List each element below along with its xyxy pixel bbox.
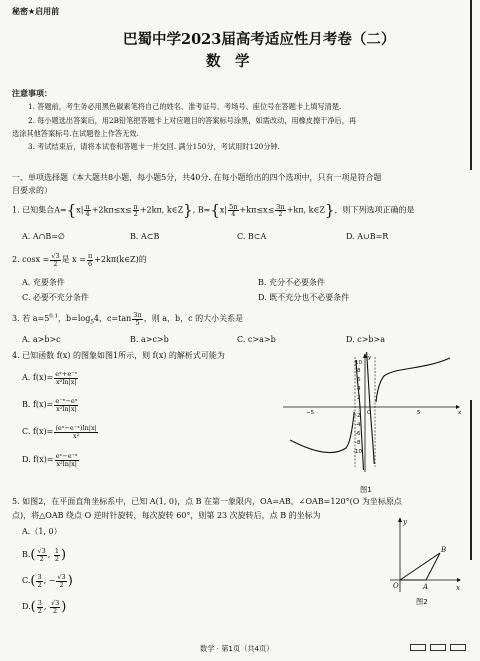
q2-option-d: D. 既不充分也不必要条件: [258, 293, 350, 302]
subject-title: 数 学: [206, 53, 250, 70]
origin-label: O: [393, 582, 399, 590]
curve-center-right: [367, 352, 375, 464]
q3-option-d: D. c>b>a: [346, 335, 385, 344]
section-heading: 一、单项选择题（本大题共8小题，每小题5分，共40分. 在每小题给出的四个选项中，只有一项是符合题: [12, 173, 382, 182]
x-axis-arrow: [457, 578, 461, 582]
q1-option-d: D. A∪B=R: [346, 232, 389, 241]
notice-item-2-cont: 选涂其他答案标号.在试题卷上作答无效.: [12, 129, 139, 138]
y-axis-arrow: [398, 517, 402, 522]
figure-1-caption: 图1: [360, 485, 372, 494]
x-tick-5: 5: [417, 410, 421, 416]
x-axis-arrow: [456, 405, 460, 409]
footer-mark-2: [430, 644, 446, 651]
binding-bar-bottom: [470, 400, 472, 560]
point-A-label: A: [423, 583, 429, 591]
secret-label: 秘密★启用前: [12, 7, 60, 16]
y-tick-6: 6: [357, 377, 361, 383]
notice-item-2: 2. 每小题选出答案后，用2B铅笔把答题卡上对应题目的答案标号涂黑，如需改动，用橡皮擦干净后，再: [28, 116, 357, 125]
y-tick-neg4: -4: [355, 422, 361, 428]
figure-1-graph: [278, 352, 463, 477]
q5-option-a: A.（1, 0）: [22, 527, 62, 536]
q5-option-d: D.( $\frac{3}{2}$ , $\frac{√3}{2}$ ): [22, 599, 67, 615]
figure-2-diagram: [388, 516, 463, 596]
q3-option-a: A. a>b>c: [22, 335, 61, 344]
q2-option-c: C. 必要不充分条件: [22, 293, 89, 302]
q3-option-b: B. a>c>b: [130, 335, 169, 344]
binding-bar-top: [470, 0, 472, 170]
q4-option-a: A. f(x)= $\frac{\text{eˣ+e⁻ˣ}}{\text{x²ln|x|}}$: [22, 370, 78, 386]
question-2-stem: 2. cosx = $\frac{√3}{2}$ 是 x = $\frac{\pi}{6}$ +2kπ(k∈Z)的: [12, 252, 147, 268]
question-4-stem: 4. 已知函数 f(x) 的图象如图1所示，则 f(x) 的解析式可能为: [12, 351, 225, 360]
y-tick-2: 2: [357, 395, 361, 401]
curve-left-lower: [290, 412, 354, 453]
y-tick-4: 4: [357, 386, 361, 392]
q4-option-d: D. f(x)= $\frac{\text{eˣ−e⁻ˣ}}{\text{x²ln|x|}}$: [22, 452, 78, 468]
segment-AB: [426, 553, 440, 580]
question-5-stem: 5. 如图2，在平面直角坐标系中，已知 A(1, 0)，点 B 在第一象限内，OA=AB，∠OAB=120°(O 为坐标原点: [12, 497, 402, 506]
question-3-stem: 3. 若 $a=5^{0.1}$，$b=\log_54$，c=tan $\frac{3\pi}{5}$ ，则 a，b，c 的大小关系是: [12, 311, 244, 327]
q3-option-c: C. c>a>b: [237, 335, 276, 344]
page-footer: 数学 · 第1页（共4页）: [200, 644, 274, 653]
question-5-stem-cont: 点)，将△OAB 绕点 O 逆时针旋转，每次旋转 60°，则第 23 次旋转后，点 B 的坐标为: [12, 511, 321, 520]
q1-option-b: B. A⊂B: [130, 232, 160, 241]
q4-option-c: C. f(x)= $\frac{\text{(eˣ−e⁻ˣ)ln|x|}}{\text{x²}}$: [22, 424, 97, 440]
q2-option-a: A. 充要条件: [22, 278, 65, 287]
figure-2-caption: 图2: [416, 597, 428, 606]
y-tick-neg6: -6: [355, 431, 361, 437]
y-axis-label: y: [368, 355, 372, 361]
footer-mark-1: [410, 644, 426, 651]
exam-title: 巴蜀中学2023届高考适应性月考卷（二）: [123, 31, 396, 48]
y-tick-neg10: -10: [353, 449, 362, 455]
y-tick-10: 10: [355, 360, 362, 366]
point-B-label: B: [441, 546, 447, 554]
q5-option-c: C.( $\frac{3}{2}$ , − $\frac{√3}{2}$ ): [22, 573, 73, 589]
question-1-stem: 1. 已知集合A={x| $\frac{\pi}{4}$ +2kπ≤x≤ $\frac{\pi}{2}$ +2kπ, k∈Z}, B={x| $\frac{5\pi}{4}$ +kπ≤x≤ $\frac{3\pi}{2}$ +kπ, k∈Z}，则下列选项正确的是: [12, 201, 415, 219]
y-tick-neg8: -8: [355, 440, 361, 446]
origin-label: O: [367, 410, 372, 416]
notice-item-3: 3. 考试结束后，请将本试卷和答题卡一并交回. 满分150分，考试用时120分钟.: [28, 142, 280, 151]
q2-option-b: B. 充分不必要条件: [258, 278, 325, 287]
q4-option-b: B. f(x)= $\frac{\text{e⁻ˣ−eˣ}}{\text{x²ln|x|}}$: [22, 397, 78, 413]
curve-right-upper: [376, 358, 450, 402]
q1-option-a: A. A∩B=∅: [22, 232, 65, 241]
y-tick-8: 8: [357, 368, 361, 374]
y-axis-label: y: [403, 518, 407, 526]
segment-OB: [400, 553, 440, 580]
x-axis-label: x: [456, 584, 460, 592]
y-tick-neg2: -2: [355, 413, 361, 419]
x-axis-label: x: [458, 410, 462, 416]
q5-option-b: B.( $\frac{√3}{2}$ , $\frac{1}{2}$ ): [22, 547, 67, 563]
section-heading-cont: 目要求的）: [12, 186, 52, 195]
q1-option-c: C. B⊂A: [237, 232, 267, 241]
footer-mark-3: [450, 644, 466, 651]
notice-heading: 注意事项：: [12, 89, 52, 98]
x-tick-neg5: −5: [306, 410, 315, 416]
notice-item-1: 1. 答题前，考生务必用黑色碳素笔将自己的姓名、准考证号、考场号、座位号在答题卡上填写清楚.: [28, 102, 342, 111]
